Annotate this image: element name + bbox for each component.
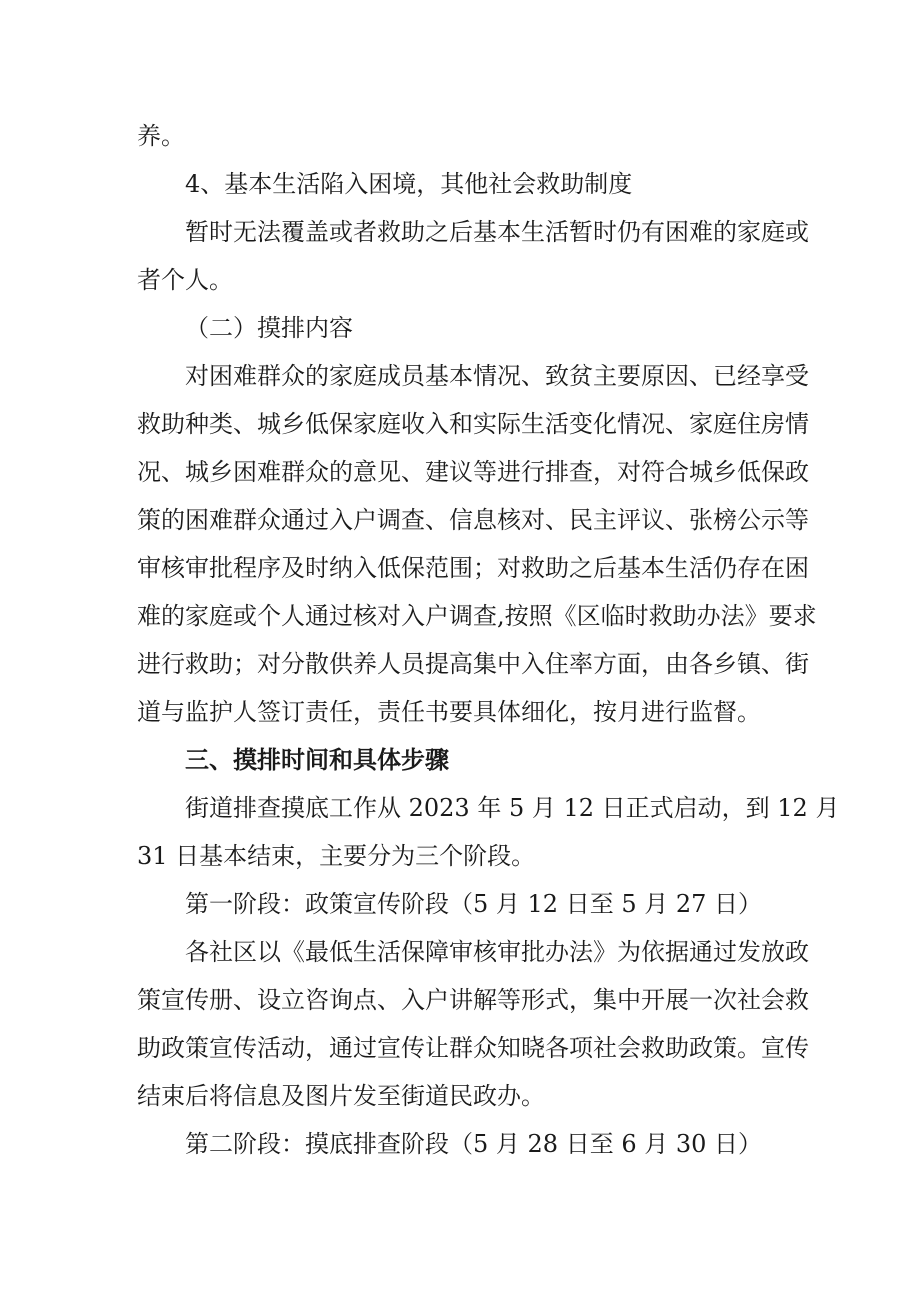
paragraph-line: 31 日基本结束，主要分为三个阶段。 bbox=[137, 842, 536, 870]
phase-heading: 第一阶段：政策宣传阶段（5 月 12 日至 5 月 27 日） bbox=[185, 890, 763, 918]
phase-heading: 第二阶段：摸底排查阶段（5 月 28 日至 6 月 30 日） bbox=[185, 1130, 763, 1158]
paragraph-line: 道与监护人签订责任，责任书要具体细化，按月进行监督。 bbox=[137, 698, 761, 726]
list-item-4: 4、基本生活陷入困境，其他社会救助制度 bbox=[185, 170, 633, 198]
paragraph-line: 助政策宣传活动，通过宣传让群众知晓各项社会救助政策。宣传 bbox=[137, 1034, 809, 1062]
paragraph-line: 况、城乡困难群众的意见、建议等进行排查，对符合城乡低保政 bbox=[137, 458, 809, 486]
paragraph-line: 者个人。 bbox=[137, 266, 233, 294]
paragraph-line: 难的家庭或个人通过核对入户调查,按照《区临时救助办法》要求 bbox=[137, 602, 817, 630]
paragraph-line: 养。 bbox=[137, 122, 185, 150]
paragraph-line: 救助种类、城乡低保家庭收入和实际生活变化情况、家庭住房情 bbox=[137, 410, 809, 438]
paragraph-line: 对困难群众的家庭成员基本情况、致贫主要原因、已经享受 bbox=[185, 362, 809, 390]
paragraph-line: 审核审批程序及时纳入低保范围；对救助之后基本生活仍存在困 bbox=[137, 554, 809, 582]
paragraph-line: 各社区以《最低生活保障审核审批办法》为依据通过发放政 bbox=[185, 938, 809, 966]
section-heading: 三、摸排时间和具体步骤 bbox=[185, 746, 449, 774]
paragraph-line: 街道排查摸底工作从 2023 年 5 月 12 日正式启动，到 12 月 bbox=[185, 794, 840, 822]
section-subheading: （二）摸排内容 bbox=[185, 314, 353, 342]
paragraph-line: 进行救助；对分散供养人员提高集中入住率方面，由各乡镇、街 bbox=[137, 650, 809, 678]
paragraph-line: 暂时无法覆盖或者救助之后基本生活暂时仍有困难的家庭或 bbox=[185, 218, 809, 246]
paragraph-line: 策的困难群众通过入户调查、信息核对、民主评议、张榜公示等 bbox=[137, 506, 809, 534]
paragraph-line: 结束后将信息及图片发至街道民政办。 bbox=[137, 1082, 545, 1110]
paragraph-line: 策宣传册、设立咨询点、入户讲解等形式，集中开展一次社会救 bbox=[137, 986, 809, 1014]
